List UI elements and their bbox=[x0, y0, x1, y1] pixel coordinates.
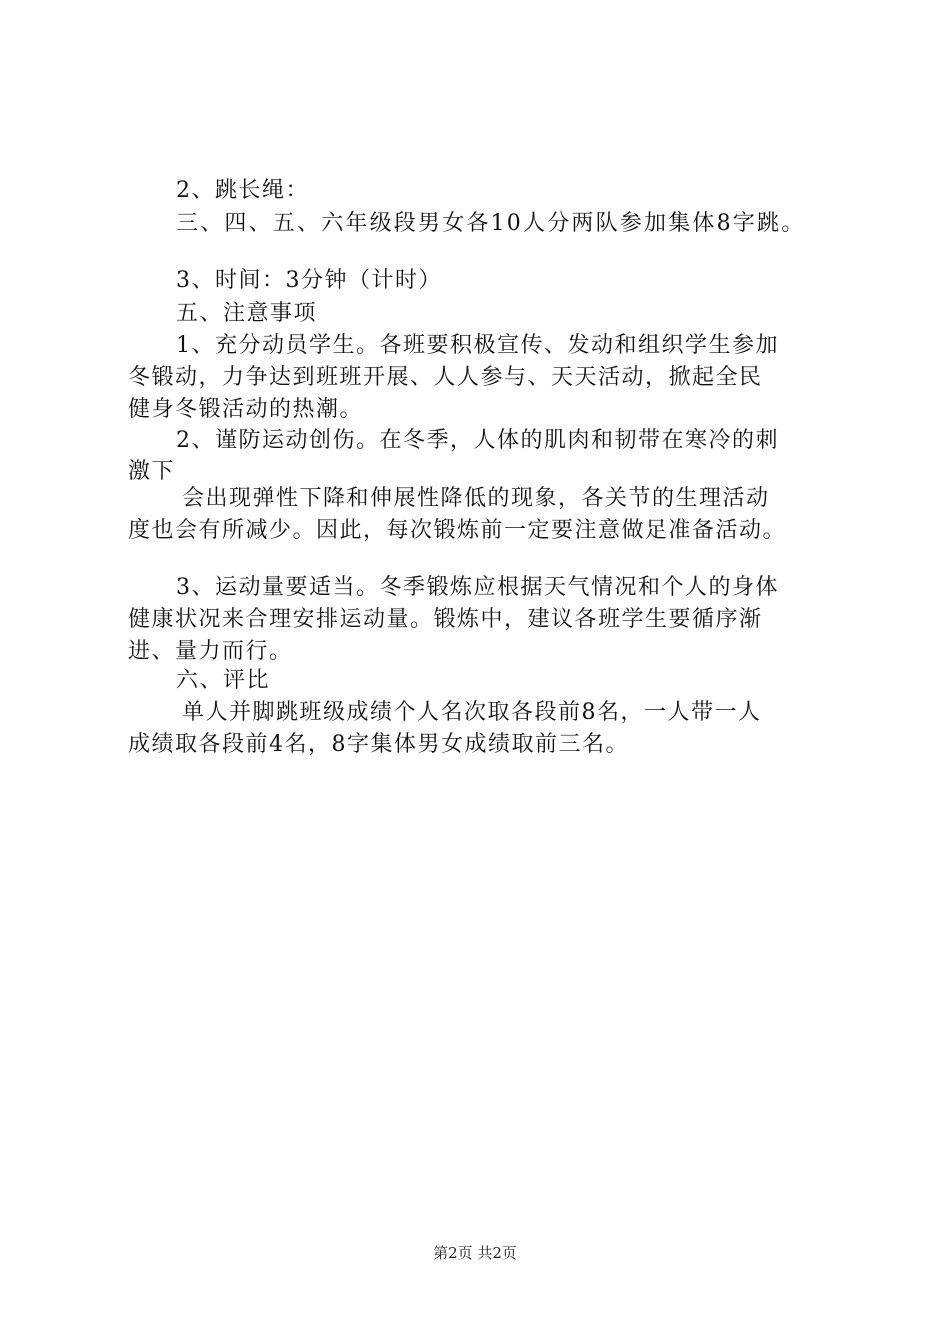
page-footer: 第2页 共2页 bbox=[433, 1244, 517, 1262]
section-heading-6: 六、评比 bbox=[176, 668, 271, 693]
line-13: 健康状况来合理安排运动量。锻炼中，建议各班学生要循序渐 bbox=[128, 607, 763, 632]
line-7: 健身冬锻活动的热潮。 bbox=[128, 397, 364, 422]
line-1: 2、跳长绳： bbox=[176, 178, 309, 203]
line-14: 进、量力而行。 bbox=[128, 639, 293, 664]
line-11: 度也会有所减少。因此，每次锻炼前一定要注意做足准备活动。 bbox=[128, 518, 787, 543]
section-heading-5: 五、注意事项 bbox=[176, 301, 318, 326]
line-10: 会出现弹性下降和伸展性降低的现象，各关节的生理活动 bbox=[182, 486, 770, 511]
line-3: 3、时间：3分钟（计时） bbox=[176, 268, 442, 293]
line-6: 冬锻动，力争达到班班开展、人人参与、天天活动，掀起全民 bbox=[128, 365, 763, 390]
line-2: 三、四、五、六年级段男女各10人分两队参加集体8字跳。 bbox=[176, 211, 806, 236]
line-12: 3、运动量要适当。冬季锻炼应根据天气情况和个人的身体 bbox=[176, 575, 779, 600]
line-16: 单人并脚跳班级成绩个人名次取各段前8名，一人带一人 bbox=[182, 700, 762, 725]
line-5: 1、充分动员学生。各班要积极宣传、发动和组织学生参加 bbox=[176, 333, 779, 358]
line-8: 2、谨防运动创伤。在冬季，人体的肌肉和韧带在寒冷的刺 bbox=[176, 428, 779, 453]
line-17: 成绩取各段前4名，8字集体男女成绩取前三名。 bbox=[128, 732, 629, 757]
line-9: 激下 bbox=[128, 459, 176, 484]
